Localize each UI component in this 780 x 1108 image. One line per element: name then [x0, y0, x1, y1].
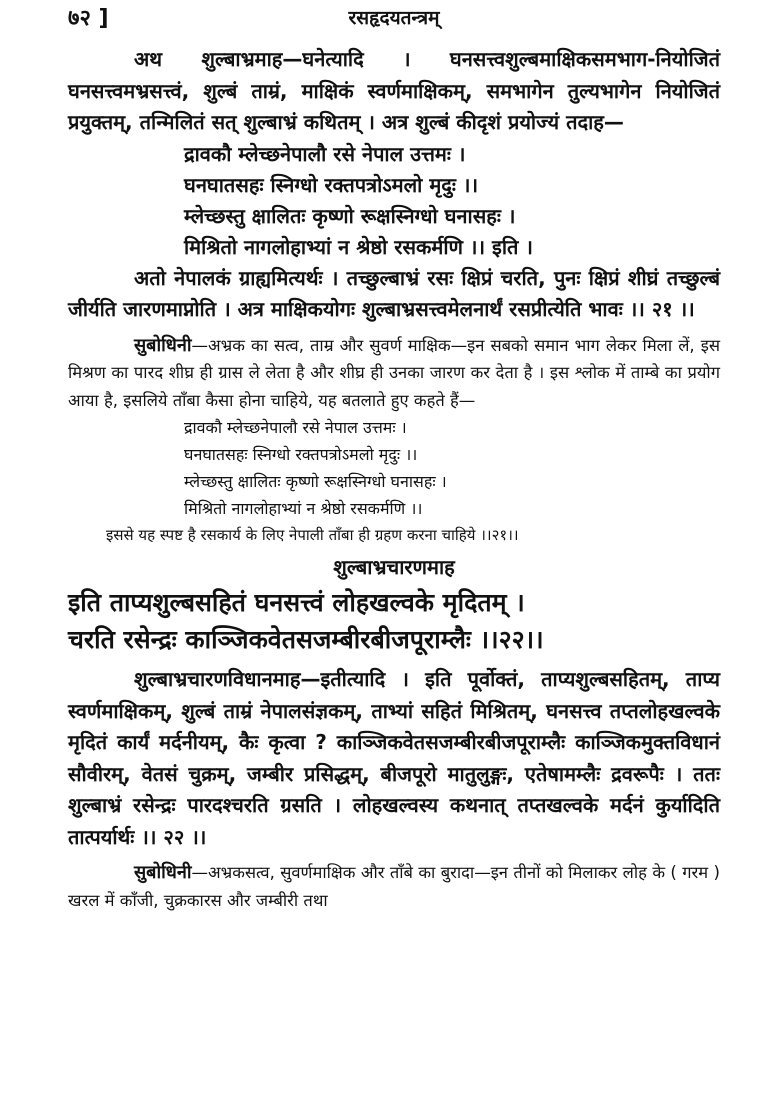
verse-line: म्लेच्छस्तु क्षालितः कृष्णो रूक्षस्निग्धो घनासहः ।: [184, 472, 447, 491]
verse-line: मिश्रितो नागलोहाभ्यां न श्रेष्ठो रसकर्मणि ।।: [184, 499, 423, 518]
root-verse-line: इति ताप्यशुल्बसहितं घनसत्त्वं लोहखल्वके मृदितम् ।: [68, 588, 525, 617]
summary-note: इससे यह स्पष्ट है रसकार्य के लिए नेपाली ताँबा ही ग्रहण करना चाहिये ।।२१।।: [106, 526, 519, 544]
verse-line: मिश्रितो नागलोहाभ्यां न श्रेष्ठो रसकर्मणि ।। इति ।: [184, 234, 533, 259]
root-verse-line: चरति रसेन्द्रः काञ्जिकवेतसजम्बीरबीजपूराम्लैः ।।२२।।: [68, 625, 544, 654]
quoted-verse-sanskrit: [184, 139, 720, 263]
page-header: [68, 0, 720, 44]
commentary-paragraph-2: अतो नेपालकं ग्राह्यमित्यर्थः । तच्छुल्बाभ्रं रसः क्षिप्रं चरति, पुनः क्षिप्रं शीघ्रं तच्छुल्बं जीर्यति जारणमाप्नोति । अत्र माक्षिकयोगः शुल्बाभ्रसत्त्वमेलनार्थं रसप्रीत्येति भावः ।। २१ ।।: [68, 265, 720, 321]
subodhini-text: —अभ्रकसत्व, सुवर्णमाक्षिक और ताँबे का बुरादा—इन तीनों को मिलाकर लोह के ( गरम ) खरल में काँजी, चुक्रकारस और जम्बीरी तथा: [68, 863, 720, 910]
subodhini-text: —अभ्रक का सत्व, ताम्र और सुवर्ण माक्षिक—इन सबको समान भाग लेकर मिला लें, इस मिश्रण का पारद शीघ्र ही ग्रास ले लेता है और शीघ्र ही उनका जारण कर देता है । इस श्लोक में ताम्बे का प्रयोग आया है, इसलिये ताँबा कैसा होना चाहिये, यह बतलाते हुए कहते हैं—: [68, 335, 720, 410]
verse-line: म्लेच्छस्तु क्षालितः कृष्णो रूक्षस्निग्धो घनासहः ।: [184, 203, 516, 228]
section-subheading: शुल्बाभ्रचारणमाह: [333, 555, 455, 579]
commentary-paragraph-3: शुल्बाभ्रचारणविधानमाह—इतीत्यादि । इति पूर्वोक्तं, ताप्यशुल्बसहितम्, ताप्य स्वर्णमाक्षिकम्, शुल्बं ताम्रं नेपालसंज्ञकम्, ताभ्यां सहितं मिश्रितम्, घनसत्त्व तप्तलोहखल्वके मृदितं कार्यं मर्दनीयम्, कैः कृत्वा ? काञ्जिकवेतसजम्बीरबीजपूराम्लैः काञ्जिकमुक्तविधानं सौवीरम्, वेतसं चुक्रम्, जम्बीर प्रसिद्धम्, बीजपूरो मातुलुङ्गः, एतेषामम्लैः द्रवरूपैः । ततः शुल्बाभ्रं रसेन्द्रः पारदश्चरति ग्रसति । लोहखल्वस्य कथनात् तप्तखल्वके मर्दनं कुर्यादिति तात्पर्यार्थः ।। २२ ।।: [68, 667, 720, 849]
verse-line: घनघातसहः स्निग्धो रक्तपत्रोऽमलो मृदुः ।।: [184, 172, 479, 197]
page-number: ७२ ]: [68, 6, 109, 31]
subodhini-paragraph-1: [68, 332, 720, 415]
verse-line: घनघातसहः स्निग्धो रक्तपत्रोऽमलो मृदुः ।।: [184, 445, 418, 464]
running-title: रसहृदयतन्त्रम्: [348, 7, 440, 29]
commentary-paragraph-1: अथ शुल्बाभ्रमाह—घनेत्यादि । घनसत्त्वशुल्बमाक्षिकसमभाग-नियोजितं घनसत्त्वमभ्रसत्त्वं, शुल्बं ताम्रं, माक्षिकं स्वर्णमाक्षिकम्, समभागेन तुल्यभागेन नियोजितं प्रयुक्तम्, तन्मिलितं सत् शुल्बाभ्रं कथितम् । अत्र शुल्बं कीदृशं प्रयोज्यं तदाह—: [68, 47, 720, 134]
subodhini-label: सुबोधिनी: [134, 334, 192, 356]
verse-line: द्रावकौ म्लेच्छनेपालौ रसे नेपाल उत्तमः ।: [184, 141, 466, 166]
subodhini-label: सुबोधिनी: [134, 862, 192, 883]
verse-line: द्रावकौ म्लेच्छनेपालौ रसे नेपाल उत्तमः ।: [184, 418, 407, 437]
quoted-verse-hindi-section: [184, 414, 720, 522]
subodhini-paragraph-2: [68, 859, 720, 914]
